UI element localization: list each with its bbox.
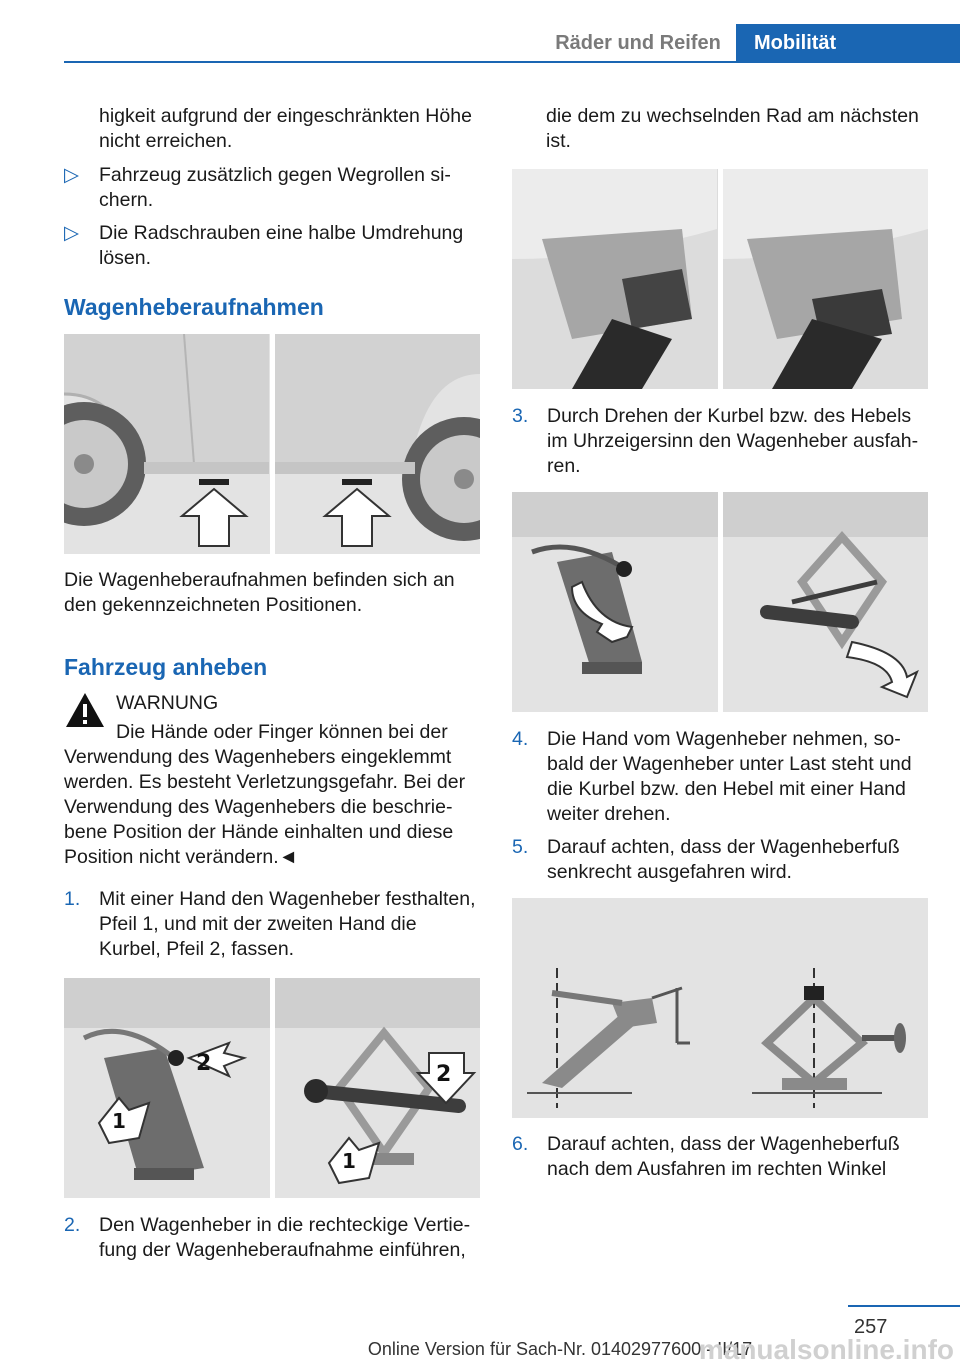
figure-hold-jack bbox=[64, 978, 480, 1198]
header-section-tab: Räder und Reifen bbox=[555, 31, 721, 54]
header-rule bbox=[64, 61, 960, 63]
bullet-marker-icon: ▷ bbox=[64, 222, 79, 244]
step-item: 6. Darauf achten, dass der Wagenheberfuß nach dem Ausfahren im rechten Winkel bbox=[512, 1133, 900, 1180]
watermark: manualsonline.info bbox=[698, 1334, 954, 1365]
figure-divider bbox=[270, 334, 275, 554]
step-item: 4. Die Hand vom Wagenheber nehmen, sobald der Wagenheber unter Last steht und die Kurbel bzw. den Hebel mit einer Hand weiter drehen. bbox=[512, 728, 912, 825]
paragraph-jacking-points: Die Wagenheberaufnahmen befinden sich an den gekennzeichneten Positionen. bbox=[64, 569, 455, 616]
figure-jacking-points bbox=[64, 334, 480, 554]
arrow-label-1: 1 bbox=[112, 1109, 126, 1133]
figure-divider bbox=[718, 492, 723, 712]
step-item: 1. Mit einer Hand den Wagenheber festhalten, Pfeil 1, und mit der zweiten Hand die Kurbel, Pfeil 2, fassen. bbox=[64, 888, 476, 960]
online-version-note: Online Version für Sach-Nr. 01402977600 - II/17 bbox=[367, 1339, 753, 1359]
bullet-item: ▷ Die Radschrauben eine halbe Umdrehung lösen. bbox=[64, 222, 464, 269]
figure-divider bbox=[718, 169, 723, 389]
step-item: 2. Den Wagenheber in die rechteckige Vertiefung der Wagenheberaufnahme einführen, bbox=[64, 1214, 471, 1261]
arrow-label-2: 2 bbox=[196, 1051, 212, 1076]
step-item: 3. Durch Drehen der Kurbel bzw. des Hebels im Uhrzeigersinn den Wagenheber ausfahren. bbox=[512, 405, 919, 477]
figure-turn-crank bbox=[512, 492, 928, 712]
warning-title: WARNUNG bbox=[116, 692, 219, 714]
step-item: 5. Darauf achten, dass der Wagenheberfuß senkrecht ausgefahren wird. bbox=[512, 836, 900, 883]
figure-vertical-jack bbox=[512, 898, 928, 1118]
page-number: 257 bbox=[854, 1316, 888, 1338]
footer-rule bbox=[848, 1305, 960, 1307]
heading-wagenheberaufnahmen: Wagenheberaufnahmen bbox=[64, 294, 324, 320]
bullet-item: ▷ Fahrzeug zusätzlich gegen Wegrollen sichern. bbox=[64, 164, 451, 211]
continued-text: higkeit aufgrund der eingeschränkten Höhe nicht erreichen. bbox=[99, 105, 472, 152]
bullet-marker-icon: ▷ bbox=[64, 164, 79, 186]
continued-text-right: die dem zu wechselnden Rad am nächsten ist. bbox=[546, 105, 919, 152]
heading-fahrzeug-anheben: Fahrzeug anheben bbox=[64, 654, 268, 680]
header-chapter-tab: Mobilität bbox=[736, 24, 960, 62]
arrow-label-1-right: 1 bbox=[342, 1149, 356, 1173]
figure-jack-recess bbox=[512, 169, 928, 389]
warning-line1: Die Hände oder Finger können bei der bbox=[116, 721, 448, 743]
figure-divider bbox=[270, 978, 275, 1198]
arrow-label-2-right: 2 bbox=[436, 1062, 452, 1087]
warning-body: Verwendung des Wagenhebers eingeklemmt werden. Es besteht Verletzungsgefahr. Bei der Verwendung des Wagenhebers die beschriebene Position der Hände einhalten und diese Position nicht verändern.◄ bbox=[64, 746, 466, 868]
warning-icon bbox=[64, 690, 106, 730]
